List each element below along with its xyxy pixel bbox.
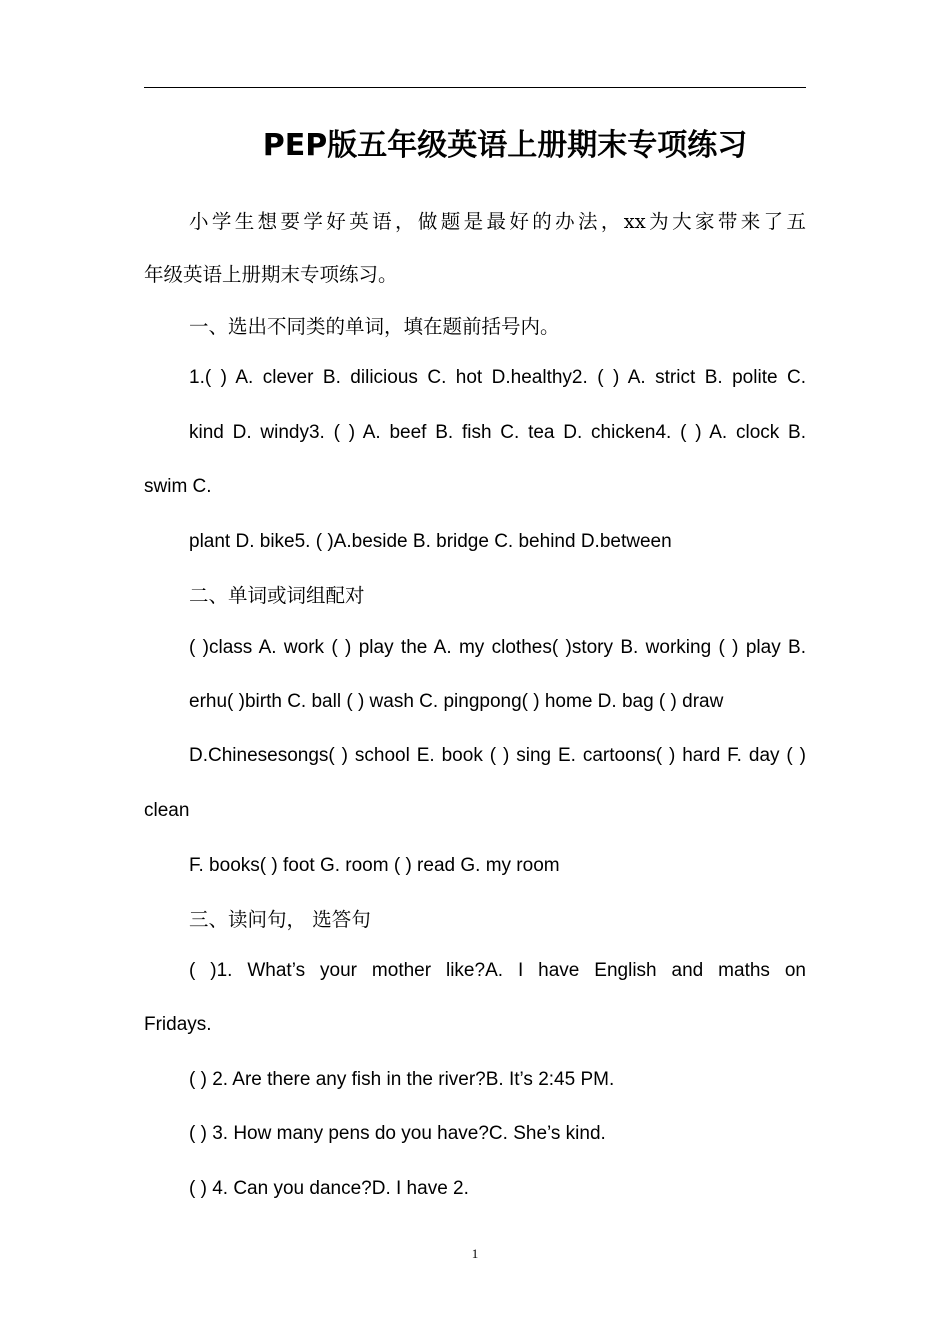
exercise-line: D.Chinesesongs( ) school E. book ( ) sing E. cartoons( ) hard F. day ( ) (189, 745, 806, 766)
exercise-line: plant D. bike5. ( )A.beside B. bridge C. behind D.between (189, 531, 672, 552)
exercise-line: ( ) 4. Can you dance?D. I have 2. (189, 1178, 469, 1199)
exercise-line: ( ) 2. Are there any fish in the river?B. It’s 2:45 PM. (189, 1069, 615, 1090)
exercise-line: erhu( )birth C. ball ( ) wash C. pingpong( ) home D. bag ( ) draw (189, 691, 724, 712)
exercise-line: clean (144, 800, 190, 821)
exercise-line: swim C. (144, 476, 212, 497)
section-2-heading: 二、单词或词组配对 (189, 584, 365, 607)
exercise-line: ( ) 3. How many pens do you have?C. She’s kind. (189, 1123, 606, 1144)
intro-line-2: 年级英语上册期末专项练习。 (144, 263, 398, 286)
section-1-heading: 一、选出不同类的单词，填在题前括号内。 (189, 315, 560, 338)
exercise-line: F. books( ) foot G. room ( ) read G. my room (189, 855, 560, 876)
section-3-heading: 三、读问句， 选答句 (189, 908, 371, 931)
intro-line-1: 小学生想要学好英语，做题是最好的办法，xx为大家带来了五 (189, 210, 806, 233)
exercise-line: Fridays. (144, 1014, 212, 1035)
exercise-line: kind D. windy3. ( ) A. beef B. fish C. tea D. chicken4. ( ) A. clock B. (189, 422, 806, 443)
exercise-line: ( )class A. work ( ) play the A. my clothes( )story B. working ( ) play B. (189, 637, 806, 658)
document-title: PEP版五年级英语上册期末专项练习 (262, 128, 748, 163)
page-number: 1 (471, 1246, 479, 1261)
header-rule (144, 87, 806, 88)
exercise-line: ( )1. What’s your mother like?A. I have English and maths on (189, 960, 806, 981)
exercise-line: 1.( ) A. clever B. dilicious C. hot D.healthy2. ( ) A. strict B. polite C. (189, 367, 806, 388)
